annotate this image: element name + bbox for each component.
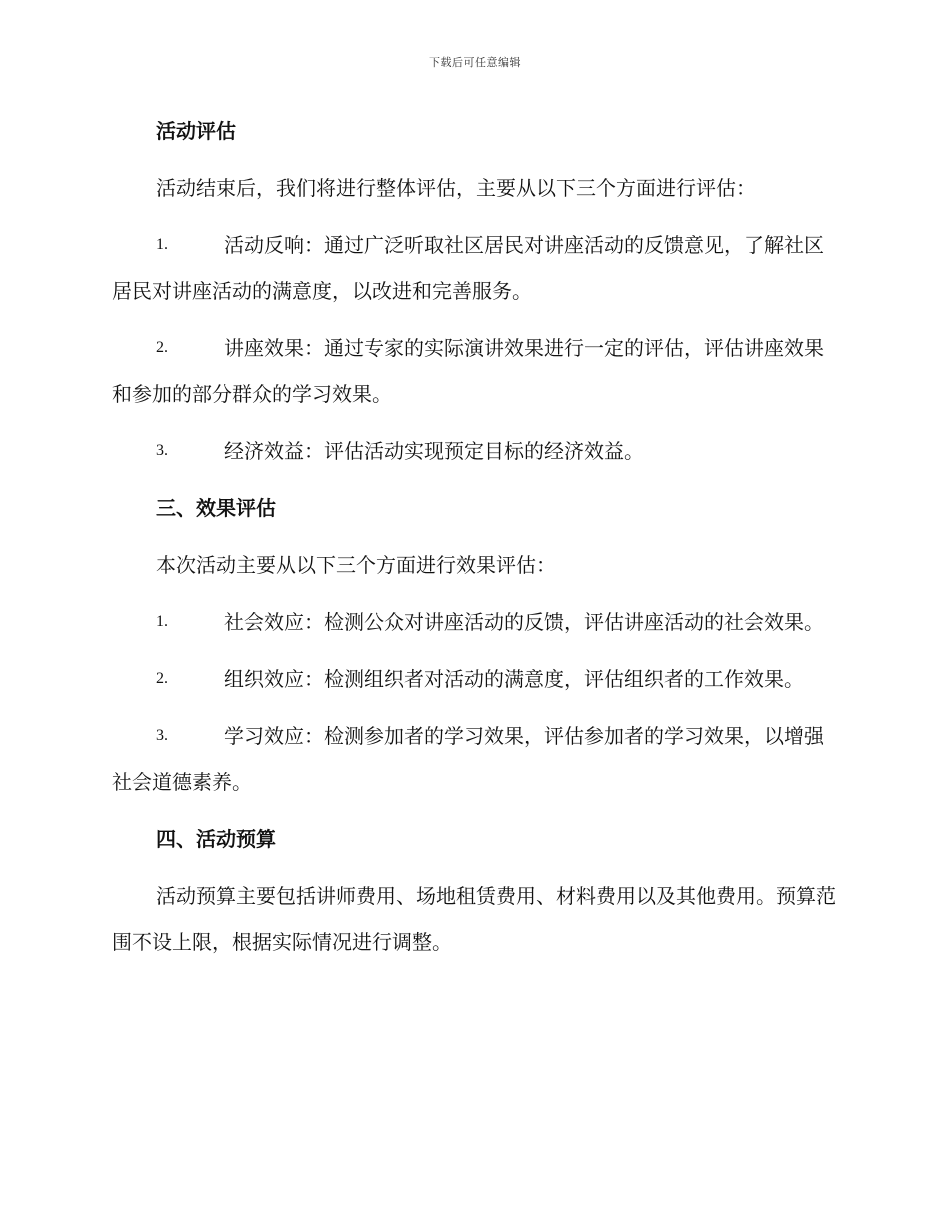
list-item [112,325,837,417]
list-item-text: 组织效应：检测组织者对活动的满意度，评估组织者的工作效果。 [224,667,804,691]
list-number: 1. [156,613,168,630]
list-item-text: 活动反响：通过广泛听取社区居民对讲座活动的反馈意见，了解社区居民对讲座活动的满意度，以改进和完善服务。 [112,233,824,303]
section-heading-effect: 三、效果评估 [156,496,276,520]
section-heading-eval: 活动评估 [156,119,236,143]
list-item [112,222,837,314]
list-item [112,599,837,645]
list-item [112,656,837,702]
page-header: 下载后可任意编辑 [429,56,521,69]
document-body [112,108,837,976]
list-item [112,713,837,805]
list-item [112,428,837,474]
section-intro-eval: 活动结束后，我们将进行整体评估，主要从以下三个方面进行评估： [156,176,756,200]
list-item-text: 学习效应：检测参加者的学习效果，评估参加者的学习效果，以增强社会道德素养。 [112,724,824,794]
section-heading-budget: 四、活动预算 [156,827,276,851]
list-item-text: 讲座效果：通过专家的实际演讲效果进行一定的评估，评估讲座效果和参加的部分群众的学习效果。 [112,336,824,406]
list-number: 2. [156,339,168,356]
list-number: 3. [156,442,168,459]
list-number: 3. [156,727,168,744]
section-text-budget: 活动预算主要包括讲师费用、场地租赁费用、材料费用以及其他费用。预算范围不设上限，根据实际情况进行调整。 [112,884,836,954]
list-item-text: 经济效益：评估活动实现预定目标的经济效益。 [224,439,644,463]
section-intro-effect: 本次活动主要从以下三个方面进行效果评估： [156,553,556,577]
list-number: 1. [156,236,168,253]
list-number: 2. [156,670,168,687]
list-item-text: 社会效应：检测公众对讲座活动的反馈，评估讲座活动的社会效果。 [224,610,824,634]
